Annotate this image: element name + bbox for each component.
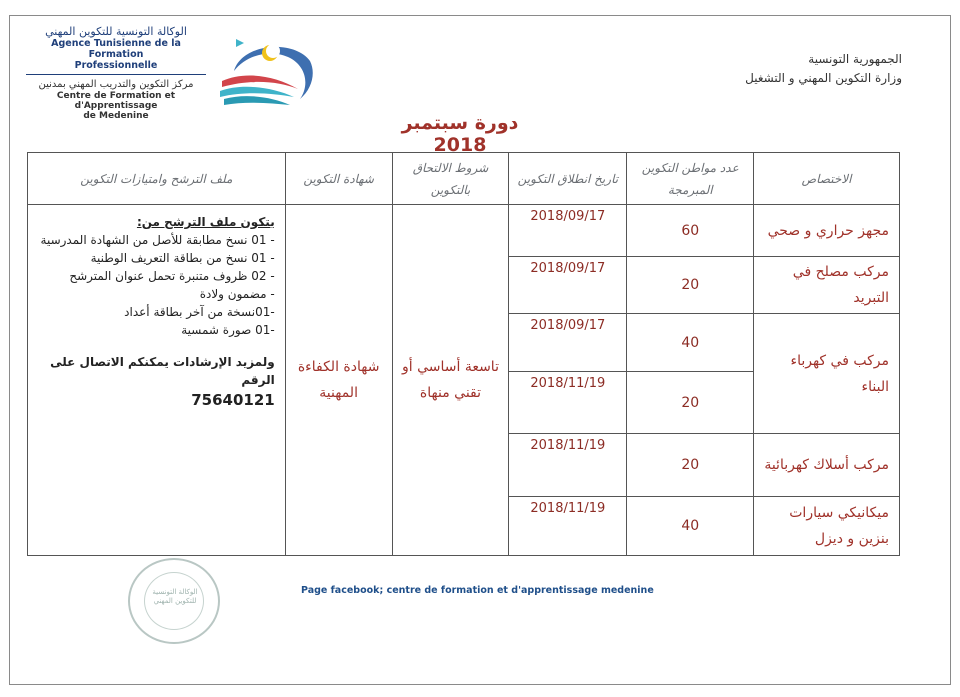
cell-seats: 40 — [627, 497, 754, 556]
republic-name: الجمهورية التونسية — [808, 52, 902, 66]
cell-seats: 20 — [627, 434, 754, 497]
header-seats: عدد مواطن التكوين المبرمجة — [627, 153, 754, 205]
ministry-name: وزارة التكوين المهني و التشغيل — [745, 71, 902, 85]
cell-date: 2018/09/17 — [509, 314, 627, 372]
cell-date: 2018/11/19 — [509, 497, 627, 556]
agency-name-fr-1: Agence Tunisienne de la Formation — [51, 38, 181, 60]
contact-note: ولمزيد الإرشادات يمكنكم الاتصال على الرقم — [50, 355, 275, 387]
official-stamp — [128, 558, 220, 644]
cell-date: 2018/09/17 — [509, 257, 627, 314]
agency-logo — [214, 31, 322, 111]
cell-date: 2018/11/19 — [509, 372, 627, 434]
agency-name-fr-2: Professionnelle — [74, 60, 158, 71]
file-lead: يتكون ملف الترشح من: — [136, 215, 275, 229]
cell-seats: 40 — [627, 314, 754, 372]
cell-certificate: شهادة الكفاءة المهنية — [285, 205, 392, 556]
facebook-page-note: Page facebook; centre de formation et d'apprentissage medenine — [301, 585, 654, 596]
header-divider — [26, 74, 206, 75]
center-name-ar: مركز التكوين والتدريب المهني بمدنين — [38, 79, 194, 90]
cell-specialty: مركب أسلاك كهربائية — [754, 434, 900, 497]
cell-seats: 60 — [627, 205, 754, 257]
header-start-date: تاريخ انطلاق التكوين — [509, 153, 627, 205]
cell-conditions: تاسعة أساسي أو تقني منهاة — [392, 205, 509, 556]
cell-seats: 20 — [627, 257, 754, 314]
header-file: ملف الترشح وامتيازات التكوين — [28, 153, 286, 205]
training-table — [27, 152, 900, 556]
cell-specialty: مجهز حراري و صحي — [754, 205, 900, 257]
cell-application-file — [28, 205, 286, 556]
page-title: دورة سبتمبر 2018 — [401, 112, 519, 156]
header-certificate: شهادة التكوين — [285, 153, 392, 205]
file-item: - 01 نسخ من بطاقة التعريف الوطنية — [90, 251, 275, 265]
file-item: -01نسخة من آخر بطاقة أعداد — [124, 305, 275, 319]
cell-specialty: مركب في كهرباء البناء — [754, 314, 900, 434]
table-row — [28, 205, 900, 257]
center-name-fr-1: Centre de Formation et d'Apprentissage — [56, 91, 176, 111]
cell-date: 2018/09/17 — [509, 205, 627, 257]
file-item: - 02 ظروف متنبرة تحمل عنوان المترشح — [69, 269, 275, 283]
header-conditions: شروط الالتحاق بالتكوين — [392, 153, 509, 205]
file-item: -01 صورة شمسية — [181, 323, 275, 337]
cell-seats: 20 — [627, 372, 754, 434]
center-name-fr-2: de Medenine — [83, 111, 149, 121]
cell-date: 2018/11/19 — [509, 434, 627, 497]
agency-name-ar: الوكالة التونسية للتكوين المهني — [45, 25, 187, 38]
file-item: - مضمون ولادة — [199, 287, 275, 301]
cell-specialty: مركب مصلح في التبريد — [754, 257, 900, 314]
agency-header — [26, 25, 206, 121]
file-item: - 01 نسخ مطابقة للأصل من الشهادة المدرسية — [40, 233, 275, 247]
header-specialty: الاختصاص — [754, 153, 900, 205]
contact-phone: 75640121 — [191, 391, 275, 409]
ministry-header — [745, 50, 902, 88]
cell-specialty: ميكانيكي سيارات بنزين و ديزل — [754, 497, 900, 556]
table-header-row — [28, 153, 900, 205]
stamp-text: الوكالة التونسية للتكوين المهني — [152, 588, 198, 605]
